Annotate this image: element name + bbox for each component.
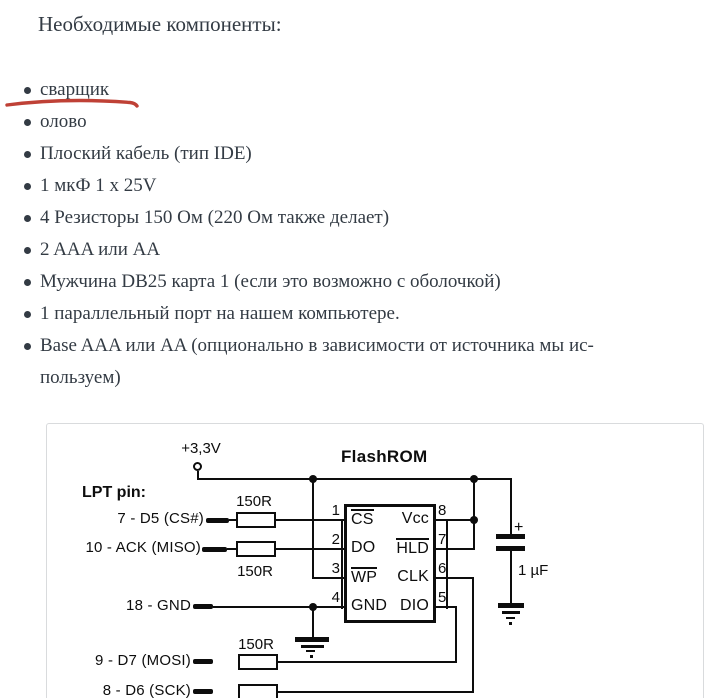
chip-label-do: DO xyxy=(351,539,376,556)
supply-terminal-circle xyxy=(193,462,202,471)
chip-label-clk: CLK xyxy=(397,568,429,585)
list-item-text: Плоский кабель (тип IDE) xyxy=(40,143,252,164)
supply-rail-wire xyxy=(197,478,511,480)
chip-label-hld: HLD xyxy=(396,540,429,558)
list-item xyxy=(24,106,684,138)
list-item xyxy=(24,74,684,106)
wire-mosi-run xyxy=(278,661,457,663)
list-item-text: Мужчина DB25 карта 1 (если это возможно с оболочкой) xyxy=(40,271,501,292)
diagram-title: FlashROM xyxy=(341,447,428,466)
pin-number-5: 5 xyxy=(438,589,447,606)
wire-sck-run xyxy=(278,691,474,693)
ground-symbol-bar xyxy=(502,611,520,614)
bullet-dot xyxy=(24,279,31,286)
list-item xyxy=(24,298,684,330)
bullet-dot xyxy=(24,87,31,94)
list-item xyxy=(24,234,684,266)
resistor-cs xyxy=(236,512,276,528)
ground-symbol-bar xyxy=(301,645,324,648)
wire-capacitor-to-ground xyxy=(510,551,512,604)
list-item-text: 1 параллельный порт на нашем компьютере. xyxy=(40,303,400,324)
ground-symbol-bar xyxy=(295,637,329,642)
components-list xyxy=(24,74,684,394)
capacitor-plate-bottom xyxy=(496,546,525,551)
chip-pin-row xyxy=(347,565,433,589)
bullet-dot xyxy=(24,119,31,126)
ground-symbol-dot xyxy=(310,655,313,658)
pin-number-3: 3 xyxy=(331,560,340,577)
wire-pin6-drop xyxy=(472,577,474,693)
list-item xyxy=(24,266,684,298)
chip-pin-step-left xyxy=(341,519,343,609)
supply-voltage-label: +3,3V xyxy=(181,440,221,457)
pin-number-8: 8 xyxy=(438,502,447,519)
pin-number-4: 4 xyxy=(331,589,340,606)
list-item-text-line1: Base AAA или AA (опционально в зависимости от источника мы ис- xyxy=(40,335,594,356)
bullet-dot xyxy=(24,215,31,222)
page-title: Необходимые компоненты: xyxy=(38,12,282,36)
ground-symbol-dot xyxy=(509,622,512,625)
pin-number-2: 2 xyxy=(331,531,340,548)
pin-number-6: 6 xyxy=(438,560,447,577)
list-item-text: 1 мкФ 1 x 25V xyxy=(40,175,157,196)
list-item-text-line2: пользуем) xyxy=(40,367,121,388)
connector-stub xyxy=(202,547,227,552)
junction-dot xyxy=(470,475,478,483)
connector-stub xyxy=(193,659,213,664)
list-item-text: 4 Резисторы 150 Ом (220 Ом также делает) xyxy=(40,207,390,228)
junction-dot xyxy=(309,603,317,611)
list-item-text: сварщик xyxy=(40,79,110,100)
connector-stub xyxy=(193,604,213,609)
chip-label-wp: WP xyxy=(351,569,378,587)
resistor-label: 150R xyxy=(237,563,273,580)
bullet-dot xyxy=(24,343,31,350)
bullet-dot xyxy=(24,151,31,158)
lpt-pin-label-gnd: 18 - GND xyxy=(126,597,191,614)
circuit-diagram xyxy=(46,423,704,698)
junction-dot xyxy=(309,475,317,483)
lpt-header-label: LPT pin: xyxy=(82,484,146,501)
bullet-dot xyxy=(24,311,31,318)
lpt-pin-label-sck: 8 - D6 (SCK) xyxy=(102,682,191,698)
wire-pin5-dio xyxy=(433,606,457,608)
ground-symbol-bar xyxy=(506,617,515,619)
wire-pin5-drop xyxy=(455,606,457,663)
pin-number-1: 1 xyxy=(331,502,340,519)
wire-pin6-clk xyxy=(433,577,474,579)
lpt-pin-label-cs: 7 - D5 (CS#) xyxy=(117,510,204,527)
resistor-label: 150R xyxy=(236,493,272,510)
capacitor-value-label: 1 µF xyxy=(518,562,549,579)
chip-label-dio: DIO xyxy=(399,597,429,614)
chip-label-vcc: Vcc xyxy=(401,510,429,527)
wire-pin7-hld xyxy=(433,548,475,550)
lpt-pin-label-mosi: 9 - D7 (MOSI) xyxy=(95,652,191,669)
wire-gnd-to-chip xyxy=(213,606,347,608)
resistor-sck xyxy=(238,684,278,698)
wire-pin8-vcc xyxy=(433,519,475,521)
capacitor-polarity-plus: + xyxy=(514,519,524,536)
junction-dot xyxy=(470,516,478,524)
chip-pin-row xyxy=(347,594,433,618)
bullet-dot xyxy=(24,247,31,254)
ground-symbol-bar xyxy=(498,603,524,608)
list-item xyxy=(24,202,684,234)
pin-number-7: 7 xyxy=(438,531,447,548)
list-item xyxy=(24,138,684,170)
wire-supply-to-wp xyxy=(312,478,314,579)
wire-supply-terminal-drop xyxy=(197,471,199,479)
lpt-pin-label-miso: 10 - ACK (MISO) xyxy=(85,539,201,556)
list-item-text: 2 AAA или AA xyxy=(40,239,161,260)
bullet-dot xyxy=(24,183,31,190)
list-item-text: олово xyxy=(40,111,87,132)
connector-stub xyxy=(193,689,213,694)
wire-rail-to-pin7 xyxy=(473,478,475,550)
list-item xyxy=(24,170,684,202)
chip-pin-row xyxy=(347,536,433,560)
wire-rail-to-capacitor xyxy=(510,478,512,534)
resistor-label: 150R xyxy=(238,636,274,653)
resistor-mosi xyxy=(238,654,278,670)
chip-pin-row xyxy=(347,507,433,531)
chip-label-cs: CS xyxy=(351,511,374,529)
chip-label-gnd: GND xyxy=(351,597,388,614)
connector-stub xyxy=(206,518,229,523)
list-item xyxy=(24,330,684,394)
ground-symbol-bar xyxy=(306,650,315,652)
resistor-miso xyxy=(236,541,276,557)
